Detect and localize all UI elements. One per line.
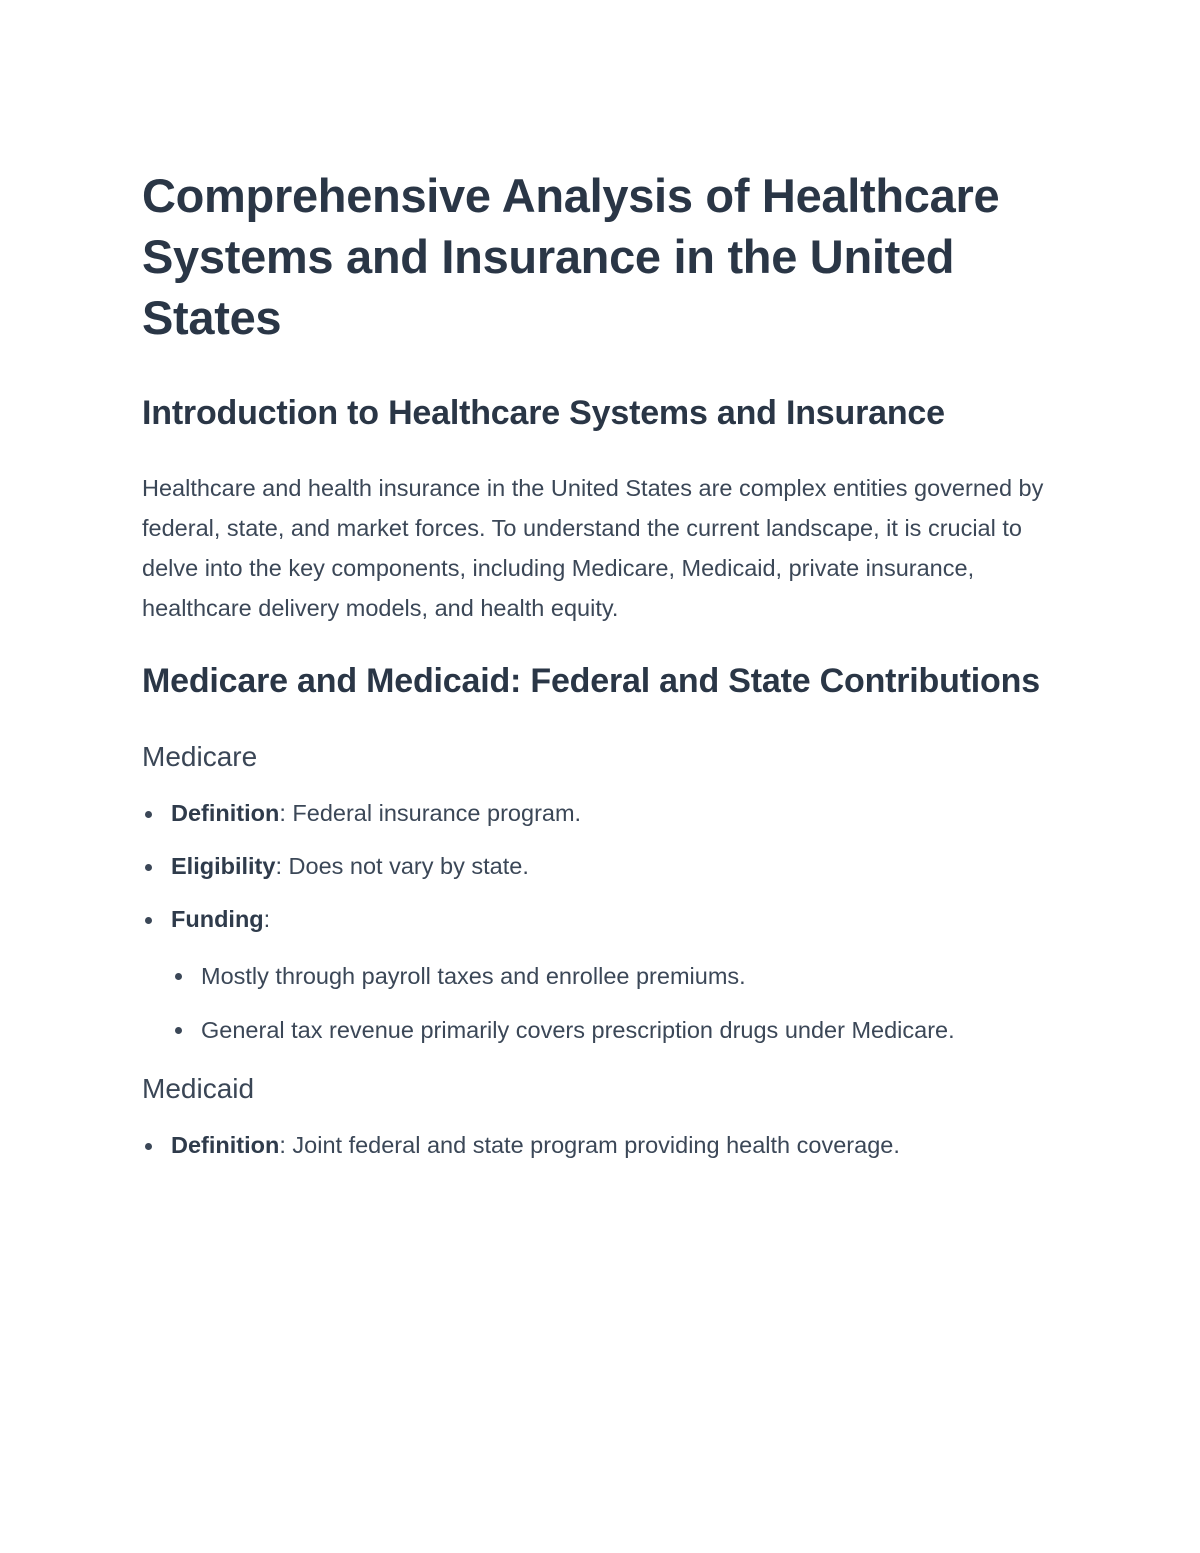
- funding-sublist: [172, 956, 1062, 1050]
- list-item-term: Definition: [171, 800, 280, 826]
- list-item-text: : Does not vary by state.: [275, 853, 529, 879]
- list-item-term: Funding: [171, 906, 264, 932]
- sublist-item: General tax revenue primarily covers prescription drugs under Medicare.: [172, 1010, 1062, 1050]
- intro-paragraph: Healthcare and health insurance in the United States are complex entities governed by federal, state, and market forces. To understand the current landscape, it is crucial to delve into the key components, including Medicare, Medicaid, private insurance, healthcare delivery models, and health equity.: [142, 475, 1044, 621]
- document-title: Comprehensive Analysis of Healthcare Systems and Insurance in the United States: [142, 169, 1000, 344]
- medicare-list: [142, 797, 1062, 1050]
- list-item-text: :: [263, 906, 271, 932]
- list-item: [142, 903, 1062, 1050]
- list-item: [142, 850, 1062, 883]
- list-item-text: : Federal insurance program.: [279, 800, 582, 826]
- medicare-heading: Medicare: [142, 741, 258, 772]
- sublist-item: Mostly through payroll taxes and enrollee premiums.: [172, 956, 1062, 996]
- medicaid-list: [142, 1129, 1062, 1162]
- intro-heading: Introduction to Healthcare Systems and Insurance: [142, 394, 945, 432]
- section-heading: Medicare and Medicaid: Federal and State Contributions: [142, 662, 1040, 700]
- medicaid-heading: Medicaid: [142, 1073, 255, 1104]
- list-item: [142, 1129, 1062, 1162]
- list-item-term: Definition: [171, 1132, 280, 1158]
- document-page: [142, 165, 1062, 1182]
- list-item: [142, 797, 1062, 830]
- list-item-term: Eligibility: [171, 853, 276, 879]
- list-item-text: : Joint federal and state program providing health coverage.: [279, 1132, 900, 1158]
